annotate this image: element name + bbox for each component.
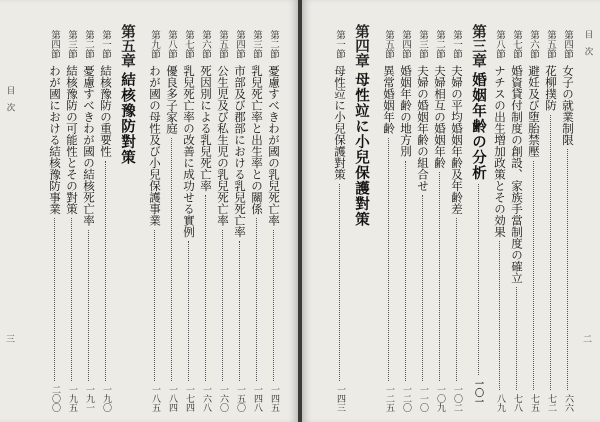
entry-number: 第五節 bbox=[383, 30, 394, 59]
page-number: 七八 bbox=[512, 394, 522, 412]
left-page bbox=[0, 0, 298, 422]
entry-title: 公生児及び私生児の乳兒死亡率 bbox=[216, 64, 230, 226]
entry-title: 婚姻年齢の分析 bbox=[470, 71, 487, 180]
toc-entry[interactable] bbox=[431, 24, 448, 412]
right-page bbox=[302, 0, 600, 422]
entry-number: 第二節 bbox=[434, 30, 445, 59]
leader-dots bbox=[105, 161, 106, 382]
entry-title: 憂慮すべきわが國の結核死亡率 bbox=[82, 64, 96, 226]
page-number: 七五 bbox=[529, 394, 539, 412]
leader-dots bbox=[256, 218, 257, 381]
leader-dots bbox=[154, 230, 155, 382]
entry-number: 第四節 bbox=[400, 30, 411, 59]
toc-entry[interactable] bbox=[231, 24, 248, 412]
page-number: 一六〇 bbox=[218, 385, 228, 412]
leader-dots bbox=[516, 287, 517, 390]
leader-dots bbox=[88, 230, 89, 382]
entry-number: 第六節 bbox=[528, 30, 539, 59]
entry-title: 母性竝に小兒保護對策 bbox=[333, 64, 347, 180]
page-number: 一八五 bbox=[150, 385, 160, 412]
entry-number: 第三節 bbox=[417, 30, 428, 59]
page-number: 一二〇 bbox=[401, 385, 411, 412]
toc-entry[interactable] bbox=[146, 24, 163, 412]
entry-title: 女子の就業制限 bbox=[561, 64, 575, 145]
entry-title: 死因別による乳兒死亡率 bbox=[199, 64, 213, 191]
page-number: 一九一 bbox=[84, 385, 94, 412]
page-number: 一〇一 bbox=[473, 379, 483, 406]
entry-title: わが國の母性及び小兒保護事業 bbox=[148, 64, 162, 226]
entry-title: ナチスの出生増加政策とその効果 bbox=[493, 64, 507, 237]
page-number: 一五〇 bbox=[235, 385, 245, 412]
toc-chapter-heading[interactable] bbox=[467, 24, 489, 406]
entry-number: 第八節 bbox=[166, 30, 177, 59]
entry-title: 婚資貸付制度の創設、家族手當制度の確立 bbox=[510, 64, 524, 283]
page-number: 一〇九 bbox=[435, 385, 445, 412]
entry-number: 第三章 bbox=[470, 24, 487, 68]
toc-entry[interactable] bbox=[63, 24, 80, 412]
page-number: 一七四 bbox=[184, 385, 194, 412]
entry-number: 第四節 bbox=[234, 30, 245, 59]
leader-dots bbox=[205, 195, 206, 381]
leader-dots bbox=[405, 161, 406, 382]
entry-title: 優良多子家庭 bbox=[165, 64, 179, 134]
entry-number: 第八節 bbox=[494, 30, 505, 59]
toc-entry[interactable] bbox=[380, 24, 397, 412]
entry-number: 第三節 bbox=[251, 30, 262, 59]
leader-dots bbox=[273, 230, 274, 382]
page-number: 八九 bbox=[495, 394, 505, 412]
page-number: 六六 bbox=[563, 394, 573, 412]
right-toc-columns bbox=[314, 24, 576, 412]
leader-dots bbox=[171, 138, 172, 382]
page-number: 一一〇 bbox=[418, 385, 428, 412]
leader-dots bbox=[188, 241, 189, 381]
entry-title: 憂慮すべきわが國の乳兒死亡率 bbox=[267, 64, 281, 226]
leader-dots bbox=[222, 230, 223, 382]
toc-entry[interactable] bbox=[491, 24, 508, 412]
toc-entry[interactable] bbox=[163, 24, 180, 412]
entry-title: 乳兒死亡率の改善に成功せる實例 bbox=[182, 64, 196, 237]
entry-number: 第四節 bbox=[562, 30, 573, 59]
page-number: 一六八 bbox=[201, 385, 211, 412]
leader-dots bbox=[567, 149, 568, 390]
leader-dots bbox=[339, 184, 340, 382]
page-number: 一〇二 bbox=[452, 385, 462, 412]
toc-entry[interactable] bbox=[525, 24, 542, 412]
entry-title: 結核豫防の可能性とその對策 bbox=[65, 64, 79, 214]
toc-entry[interactable] bbox=[197, 24, 214, 412]
entry-number: 第三節 bbox=[66, 30, 77, 59]
toc-entry[interactable] bbox=[508, 24, 525, 412]
toc-entry[interactable] bbox=[214, 24, 231, 412]
leader-dots bbox=[456, 218, 457, 381]
entry-number: 第一節 bbox=[451, 30, 462, 59]
entry-title: 花柳撲防 bbox=[544, 64, 558, 111]
toc-entry[interactable] bbox=[331, 24, 348, 412]
left-folio: 三 bbox=[6, 335, 16, 345]
toc-entry[interactable] bbox=[414, 24, 431, 412]
leader-dots bbox=[239, 241, 240, 381]
toc-entry[interactable] bbox=[559, 24, 576, 412]
leader-dots bbox=[533, 161, 534, 391]
leader-dots bbox=[54, 218, 55, 381]
entry-number: 第五節 bbox=[217, 30, 228, 59]
page-number: 一九〇 bbox=[101, 385, 111, 412]
entry-title: 夫婦相互の婚姻年齢 bbox=[433, 64, 447, 168]
gutter bbox=[298, 0, 302, 422]
entry-number: 第二節 bbox=[83, 30, 94, 59]
leader-dots bbox=[71, 218, 72, 381]
entry-title: わが國における結核豫防事業 bbox=[48, 64, 62, 214]
toc-entry[interactable] bbox=[542, 24, 559, 412]
left-toc-columns bbox=[24, 24, 282, 412]
leader-dots bbox=[499, 241, 500, 390]
entry-number: 第七節 bbox=[183, 30, 194, 59]
entry-number: 第四節 bbox=[49, 30, 60, 59]
entry-title: 乳兒死亡率と出生率との關係 bbox=[250, 64, 264, 214]
toc-chapter-heading[interactable] bbox=[350, 24, 372, 406]
leader-dots bbox=[422, 195, 423, 381]
leader-dots bbox=[550, 115, 551, 391]
entry-title: 結核豫防の重要性 bbox=[99, 64, 113, 157]
page-number: 一二五 bbox=[384, 385, 394, 412]
entry-number: 第一節 bbox=[100, 30, 111, 59]
right-running-head: 目 次 bbox=[583, 30, 593, 56]
entry-title: 避妊及び堕胎禁壓 bbox=[527, 64, 541, 157]
entry-title: 夫婦の婚姻年齢の組合せ bbox=[416, 64, 430, 191]
toc-entry[interactable] bbox=[80, 24, 97, 412]
page-number: 一九五 bbox=[67, 385, 77, 412]
entry-title: 異常婚姻年齢 bbox=[382, 64, 396, 134]
toc-entry[interactable] bbox=[180, 24, 197, 412]
page-number: 一四三 bbox=[335, 385, 345, 412]
toc-entry[interactable] bbox=[448, 24, 465, 412]
entry-number: 第六節 bbox=[200, 30, 211, 59]
entry-number: 第一節 bbox=[334, 30, 345, 59]
toc-chapter-heading[interactable] bbox=[116, 24, 138, 406]
entry-number: 第七節 bbox=[511, 30, 522, 59]
page-number: 一四八 bbox=[252, 385, 262, 412]
leader-dots bbox=[439, 172, 440, 381]
entry-title: 婚姻年齢の地方別 bbox=[399, 64, 413, 157]
page-number: 二〇〇 bbox=[50, 385, 60, 412]
entry-title: 母性竝に小兒保護對策 bbox=[353, 71, 370, 227]
toc-entry[interactable] bbox=[97, 24, 114, 412]
entry-title: 結核豫防對策 bbox=[119, 71, 136, 165]
entry-number: 第九節 bbox=[149, 30, 160, 59]
entry-number: 第二節 bbox=[268, 30, 279, 59]
toc-entry[interactable] bbox=[397, 24, 414, 412]
entry-title: 市部及び郡部における乳兒死亡率 bbox=[233, 64, 247, 237]
leader-dots bbox=[388, 138, 389, 382]
right-folio: 二 bbox=[582, 335, 592, 345]
entry-title: 夫婦の平均婚姻年齢及年齢差 bbox=[450, 64, 464, 214]
entry-number: 第四章 bbox=[353, 24, 370, 68]
left-running-head: 目 次 bbox=[5, 86, 15, 112]
entry-number: 第五節 bbox=[545, 30, 556, 59]
page-number: 一四五 bbox=[269, 385, 279, 412]
leader-dots bbox=[478, 184, 479, 375]
entry-number: 第五章 bbox=[119, 24, 136, 68]
page-number: 七二 bbox=[546, 394, 556, 412]
toc-entry[interactable] bbox=[248, 24, 265, 412]
page-number: 一八四 bbox=[167, 385, 177, 412]
toc-entry[interactable] bbox=[265, 24, 282, 412]
toc-entry[interactable] bbox=[46, 24, 63, 412]
